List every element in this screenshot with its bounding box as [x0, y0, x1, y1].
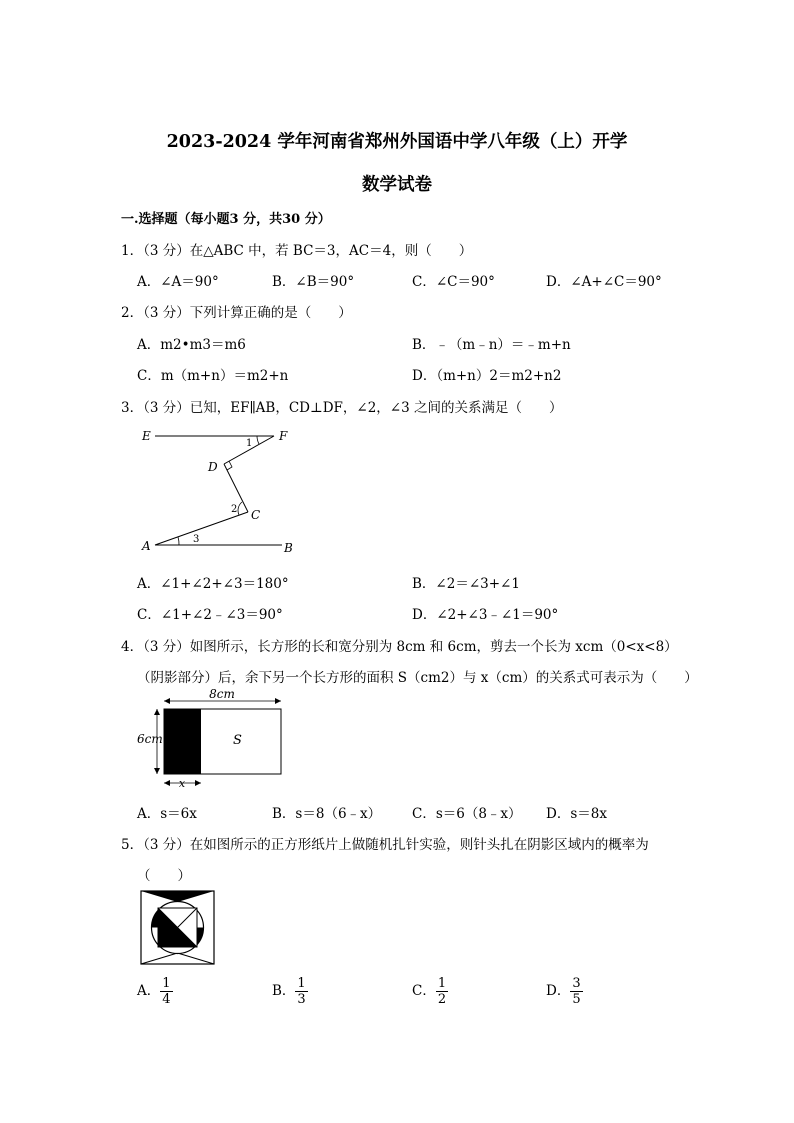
question-4-figure	[136, 688, 296, 794]
shaded-strip	[164, 709, 201, 774]
question-1-option-a[interactable]: A．∠A＝90°	[137, 274, 219, 290]
length-arrow-right	[275, 698, 281, 704]
option-a-fraction	[160, 976, 172, 1007]
question-4-stem-line2: （阴影部分）后，余下另一个长方形的面积 S（cm2）与 x（cm）的关系式可表示为（ ）	[137, 670, 698, 686]
question-4-stem-line1: 4．（3 分）如图所示，长方形的长和宽分别为 8cm 和 6cm，剪去一个长为 xcm（0<x<8）	[121, 639, 678, 655]
question-5-option-c[interactable]	[412, 976, 448, 1007]
question-5-option-b[interactable]	[272, 976, 308, 1007]
exam-title: 2023-2024 学年河南省郑州外国语中学八年级（上）开学	[166, 132, 628, 152]
question-1-stem: 1．（3 分）在△ABC 中，若 BC＝3，AC＝4，则（ ）	[121, 243, 473, 259]
question-3-stem: 3．（3 分）已知，EF∥AB，CD⊥DF，∠2，∠3 之间的关系满足（ ）	[121, 400, 563, 416]
question-5-option-d[interactable]	[546, 976, 583, 1007]
option-c-numerator: 1	[437, 976, 447, 991]
length-arrow-left	[164, 698, 170, 704]
option-b-numerator: 1	[297, 976, 306, 991]
width-arrow-bottom	[154, 768, 160, 774]
length-label: 8cm	[209, 687, 235, 701]
question-4-option-c[interactable]: C．s＝6（8﹣x）	[412, 806, 522, 822]
width-label: 6cm	[137, 732, 163, 746]
question-2-option-a[interactable]: A．m2•m3＝m6	[137, 337, 246, 353]
option-b-fraction	[295, 976, 307, 1007]
angle-1-arc	[257, 436, 259, 444]
question-2-option-c[interactable]: C．m（m+n）＝m2+n	[137, 368, 289, 384]
question-1-option-b[interactable]: B．∠B＝90°	[272, 274, 355, 290]
angle-2-arc	[238, 502, 242, 515]
question-3-figure	[138, 424, 308, 559]
question-3-option-d[interactable]: D．∠2+∠3﹣∠1＝90°	[412, 607, 559, 623]
option-c-denominator: 2	[437, 992, 447, 1007]
label-angle-3: 3	[193, 534, 200, 545]
label-d: D	[208, 460, 218, 474]
option-b-letter: B．	[272, 983, 296, 999]
question-3-option-b[interactable]: B．∠2＝∠3+∠1	[412, 576, 520, 592]
question-5-figure	[140, 890, 216, 966]
option-c-letter: C．	[412, 983, 436, 999]
label-f: F	[279, 429, 288, 443]
question-3-option-c[interactable]: C．∠1+∠2﹣∠3＝90°	[137, 607, 283, 623]
option-b-denominator: 3	[297, 992, 306, 1007]
angle-3-arc	[178, 537, 179, 545]
x-label: x	[178, 777, 186, 790]
question-5-stem-line1: 5．（3 分）在如图所示的正方形纸片上做随机扎针实验，则针头扎在阴影区域内的概率为	[121, 837, 649, 853]
question-5-option-a[interactable]	[137, 976, 173, 1007]
question-5-stem-line2: （ ）	[137, 868, 191, 884]
question-2-option-b[interactable]: B．﹣（m﹣n）＝﹣m+n	[412, 337, 571, 353]
option-a-denominator: 4	[162, 992, 171, 1007]
question-4-option-b[interactable]: B．s＝8（6﹣x）	[272, 806, 382, 822]
option-c-fraction	[436, 976, 448, 1007]
width-arrow-top	[154, 709, 160, 715]
x-arrow-left	[164, 780, 170, 786]
question-2-stem: 2．（3 分）下列计算正确的是（ ）	[121, 305, 352, 321]
label-a: A	[142, 539, 151, 553]
option-a-numerator: 1	[162, 976, 171, 991]
question-4-option-d[interactable]: D．s＝8x	[546, 806, 607, 822]
label-angle-1: 1	[246, 438, 253, 449]
option-d-fraction	[570, 976, 582, 1007]
section-heading: 一.选择题（每小题3 分，共30 分）	[121, 212, 331, 227]
option-d-numerator: 3	[572, 976, 581, 991]
option-d-letter: D．	[546, 983, 571, 999]
label-angle-2: 2	[231, 504, 238, 515]
label-b: B	[284, 541, 293, 555]
question-1-option-c[interactable]: C．∠C＝90°	[412, 274, 495, 290]
label-c: C	[251, 508, 261, 522]
option-a-letter: A．	[137, 983, 161, 999]
question-4-option-a[interactable]: A．s＝6x	[137, 806, 197, 822]
question-2-option-d[interactable]: D．（m+n）2＝m2+n2	[412, 368, 562, 384]
question-3-option-a[interactable]: A．∠1+∠2+∠3＝180°	[137, 576, 289, 592]
area-label: S	[233, 733, 242, 748]
option-d-denominator: 5	[572, 992, 581, 1007]
exam-subtitle: 数学试卷	[362, 175, 432, 195]
question-1-option-d[interactable]: D．∠A+∠C＝90°	[546, 274, 662, 290]
line-ca	[155, 512, 248, 545]
label-e: E	[142, 429, 151, 443]
x-arrow-right	[195, 780, 201, 786]
